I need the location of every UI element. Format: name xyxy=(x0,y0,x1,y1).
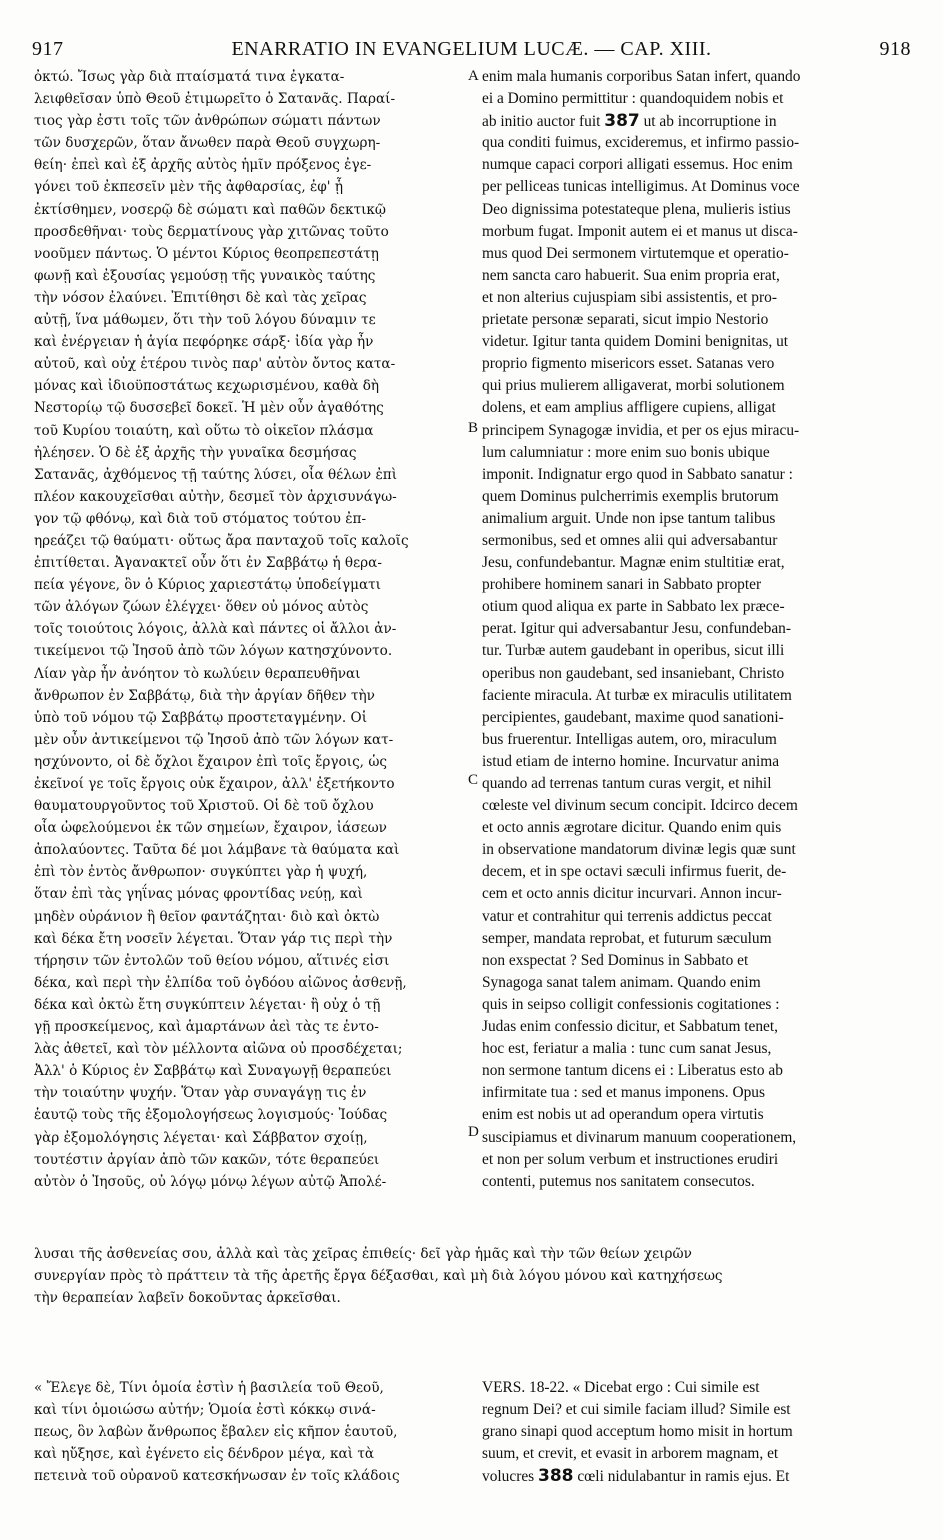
latin-text-line: istud etiam de interno homine. Incurvatur anima xyxy=(482,752,780,770)
greek-text-line: μηδὲν οὐράνιον ἢ θεῖον φαντάζηται· διὸ καὶ ὀκτὼ xyxy=(34,908,380,925)
greek-text-line: ἐπιτίθεται. Ἀγανακτεῖ οὖν ὅτι ἐν Σαββάτῳ ἡ θερα- xyxy=(34,555,382,572)
latin-text-line: dolens, et eam amplius affligere cupiens, alligat xyxy=(482,399,776,417)
latin-text-line: contenti, putemus nos sanitatem consecutos. xyxy=(482,1172,755,1190)
latin-text-line: semper, mandata reprobat, et futurum sæculum xyxy=(482,929,772,947)
greek-text-line: ὑπὸ τοῦ νόμου τῷ Σαββάτῳ προστεταγμένην. Οἱ xyxy=(34,709,368,726)
greek-text-line: προσδεθῆναι· τοὺς δερματίνους γὰρ χιτῶνας τοῦτο xyxy=(34,223,389,240)
greek-text-line: πεία γέγονε, ὃν ὁ Κύριος χαριεστάτῳ ὑποδείγματι xyxy=(34,577,381,594)
margin-letter-a: A xyxy=(468,68,479,84)
greek-text-line: ἀπολαύοντες. Ταῦτα δέ μοι λάμβανε τὰ θαύματα καὶ xyxy=(34,842,400,859)
greek-text-line: μὲν οὖν ἀντικείμενοι τῷ Ἰησοῦ ἀπὸ τῶν λόγων κατ- xyxy=(34,731,394,748)
greek-text-line: Λίαν γὰρ ἦν ἀνόητον τὸ κωλύειν θεραπευθῆναι xyxy=(34,665,361,682)
greek-text-line: ἠλέησεν. Ὁ δὲ ἐξ ἀρχῆς τὴν γυναῖκα δεσμήσας xyxy=(34,444,357,461)
latin-text-line: imponit. Indignatur ergo quod in Sabbato sanatur : xyxy=(482,465,793,483)
latin-text-line: Synagoga sanat talem animam. Quando enim xyxy=(482,973,761,991)
latin-text-line: ab initio auctor fuit 387 ut ab incorruptione in xyxy=(482,111,777,132)
latin-text-line: VERS. 18-22. « Dicebat ergo : Cui simile est xyxy=(482,1379,760,1396)
greek-text-line: τῶν ἀλόγων ζώων ἐλέγχει· ὅθεν οὐ μόνος αὐτὸς xyxy=(34,599,369,616)
latin-text-line: proprio figmento misericors esset. Satanas vero xyxy=(482,355,775,373)
latin-text-line: sermonibus, sed et omnes alii qui adversabantur xyxy=(482,531,778,549)
latin-text-line: faciente miracula. At turbæ ex miraculis utilitatem xyxy=(482,686,792,704)
greek-text-line: τοῦ Κυρίου τοιαύτη, καὶ οὕτω τὸ οἰκεῖον πλάσμα xyxy=(34,422,374,439)
latin-text-line: operibus non gaudebant, sed insaniebant, Christo xyxy=(482,664,785,682)
latin-text-line: per pelliceas tunicas intelligimus. At Dominus voce xyxy=(482,178,800,196)
greek-text-line: γον τῷ φθόνῳ, καὶ διὰ τοῦ στόματος τούτου ἐπ- xyxy=(34,510,367,527)
page-number-right: 918 xyxy=(879,38,911,60)
latin-text-line: hoc est, feriatur a malia : tunc cum sanat Jesus, xyxy=(482,1040,772,1058)
latin-text-line: grano sinapi quod acceptum homo misit in hortum xyxy=(482,1423,793,1441)
full-width-text-line: συνεργίαν πρὸς τὸ πράττειν τὰ τῆς ἀρετῆς ἔργα δέξασθαι, καὶ μὴ διὰ λόγου μόνου καὶ κατηχήσεως xyxy=(34,1268,723,1285)
latin-text-line: non exspectat ? Sed Dominus in Sabbato et xyxy=(482,951,749,969)
greek-text-line: τικείμενοι τῷ Ἰησοῦ ἀπὸ τῶν λόγων κατησχύνοντο. xyxy=(34,643,393,660)
greek-text-line: τήρησιν τῶν ἐντολῶν τοῦ θείου νόμου, αἵτινές εἰσι xyxy=(34,952,390,969)
greek-text-line: γόνει τοῦ ἐκπεσεῖν μὲν τῆς ἀφθαρσίας, ἐφ' ᾗ xyxy=(34,179,343,196)
latin-text-line: qua conditi fuimus, excideremus, et infirmo passio- xyxy=(482,134,800,152)
latin-text-line: animalium arguit. Unde non ipse tantum talibus xyxy=(482,509,776,527)
greek-text-line: νοοῦμεν πάντως. Ὁ μέντοι Κύριος θεοπρεπεστάτῃ xyxy=(34,245,379,262)
margin-letter-c: C xyxy=(468,772,479,788)
latin-text-line: volucres 388 cœli nidulabantur in ramis ejus. Et xyxy=(482,1466,790,1487)
greek-text-line: ὀκτώ. Ἴσως γὰρ διὰ πταίσματά τινα ἐγκατα- xyxy=(34,69,345,85)
greek-text-line: δέκα καὶ ὀκτὼ ἔτη συγκύπτειν λέγεται· ἢ οὐχ ὁ τῇ xyxy=(34,996,381,1013)
latin-text-line: videtur. Igitur tanta quidem Domini benignitas, ut xyxy=(482,333,789,351)
greek-text-line: καὶ δέκα ἔτη νοσεῖν λέγεται. Ὅταν γάρ τις περὶ τὴν xyxy=(34,930,393,947)
greek-text-line: ἐπὶ τὸν ἐντὸς ἄνθρωπον· συγκύπτει γὰρ ἡ ψυχή, xyxy=(34,864,368,881)
greek-text-line: τοῖς τοιούτοις λόγοις, ἀλλὰ καὶ πάντες οἱ ἄλλοι ἀν- xyxy=(34,621,397,638)
latin-text-line: Deo dignissima potestateque plena, mulieris istius xyxy=(482,200,791,218)
latin-text-line: regnum Dei? et cui simile faciam illud? Simile est xyxy=(482,1401,791,1419)
latin-text-line: et non per solum verbum et instructiones erudiri xyxy=(482,1150,779,1168)
latin-text-line: percipientes, gaudebant, maxime quod sanationi- xyxy=(482,708,784,726)
latin-text-line: infirmitate tua : sed et manus imponens. Opus xyxy=(482,1084,765,1102)
greek-text-line: αὐτὸν ὁ Ἰησοῦς, οὐ λόγῳ μόνῳ λέγων αὐτῷ Ἀπολέ- xyxy=(34,1173,387,1190)
greek-text-line: μόνας καὶ ἰδιοϋποστάτως κεχωρισμένου, καθὰ δὴ xyxy=(34,378,380,395)
greek-text-line: ἐκεῖνοί γε τοῖς ἔργοις οὐκ ἔχαιρον, ἀλλ' ἐξετήκοντο xyxy=(34,776,395,792)
greek-text-line: τῶν δυσχερῶν, ὅταν ἄνωθεν παρὰ Θεοῦ συγχωρη- xyxy=(34,135,381,152)
greek-text-line: ἐκτίσθημεν, νοσερῷ δὲ σώματι καὶ παθῶν δεκτικῷ xyxy=(34,201,386,218)
greek-text-line: τὴν τοιαύτην ψυχήν. Ὅταν γὰρ συναγάγῃ τις ἐν xyxy=(34,1085,367,1102)
column-number-marker: 387 xyxy=(604,111,640,132)
greek-text-line: γῇ προσκείμενος, καὶ ἁμαρτάνων ἀεὶ τὰς τε ἐντο- xyxy=(34,1019,379,1036)
page-number-left: 917 xyxy=(32,38,64,60)
greek-text-line: δέκα, καὶ περὶ τὴν ἐλπίδα τοῦ ὀγδόου αἰῶνος ἀσθενῇ, xyxy=(34,974,407,991)
latin-text-line: Judas enim confessio dicitur, et Sabbatum tenet, xyxy=(482,1018,779,1036)
greek-text-line: λειφθεῖσαν ὑπὸ Θεοῦ ἐτιμωρεῖτο ὁ Σατανᾶς. Παραί- xyxy=(34,91,396,108)
column-number-marker: 388 xyxy=(538,1466,574,1487)
greek-text-line: καὶ τίνι ὁμοιώσω αὐτήν; Ὁμοία ἐστὶ κόκκῳ σινά- xyxy=(34,1402,376,1419)
latin-text-line: qui prius mulierem alligaverat, morbi solutionem xyxy=(482,377,785,395)
greek-text-line: θείη· ἐπεὶ καὶ ἐξ ἀρχῆς αὐτὸς ἡμῖν πρόξενος ἐγε- xyxy=(34,157,372,174)
greek-text-line: οἷα ὠφελούμενοι ἐκ τῶν σημείων, ἔχαιρον, ἰάσεων xyxy=(34,820,387,837)
greek-text-line: αὐτῇ, ἵνα μάθωμεν, ὅτι τὴν τοῦ λόγου δύναμιν τε xyxy=(34,312,376,329)
latin-column xyxy=(482,66,914,1193)
latin-text-line: cem et octo annis dicitur incurvari. Annon incur- xyxy=(482,885,782,903)
margin-letter-b: B xyxy=(468,420,479,436)
greek-text-line: πλέον κακουχεῖσθαι αὐτὴν, δεσμεῖ τὸν ἀρχισυνάγω- xyxy=(34,488,397,505)
greek-text-line: Ἀλλ' ὁ Κύριος ἐν Σαββάτῳ καὶ Συναγωγῇ θεραπεύει xyxy=(34,1063,392,1080)
greek-text-line: λὰς ἀθετεῖ, καὶ τὸν μέλλοντα αἰῶνα οὐ προσδέχεται; xyxy=(34,1041,403,1058)
latin-text-line: tur. Turbæ autem gaudebant in operibus, sicut illi xyxy=(482,642,785,660)
latin-text-line: suum, et crevit, et evasit in arborem magnam, et xyxy=(482,1445,779,1463)
latin-text-line: quando ad terrenas tantum curas vergit, et nihil xyxy=(482,775,772,792)
bottom-greek-column xyxy=(34,1377,466,1487)
full-width-continuation xyxy=(34,1243,914,1309)
latin-text-line: nem sancta caro habuerit. Sua enim propria erat, xyxy=(482,266,780,284)
full-width-text-line: λυσαι τῆς ἀσθενείας σου, ἀλλὰ καὶ τὰς χεῖρας ἐπιθείς· δεῖ γὰρ ἡμᾶς καὶ τὴν τῶν θείων χειρῶν xyxy=(34,1246,692,1262)
running-title: ENARRATIO IN EVANGELIUM LUCÆ. — CAP. XIII. xyxy=(231,38,712,60)
greek-text-line: τουτέστιν ἀργίαν ἀπὸ τῶν κακῶν, τότε θεραπεύει xyxy=(34,1151,380,1168)
latin-text-line: quis in seipso colligit confessionis cogitationes : xyxy=(482,995,780,1013)
latin-text-line: bus fruerentur. Intelligas autem, oro, miraculum xyxy=(482,730,777,748)
latin-text-line: cœleste vel divinum secum concipit. Idcirco decem xyxy=(482,797,798,815)
latin-text-line: quem Dominus pulcherrimis exemplis brutorum xyxy=(482,487,779,505)
latin-text-line: et non alterius cujuspiam sibi assistentis, et pro- xyxy=(482,288,777,306)
latin-text-line: lum calumniatur : more enim suo bonis ubique xyxy=(482,443,770,461)
latin-text-line: otium quod aliqua ex parte in Sabbato lex præce- xyxy=(482,598,785,616)
greek-text-line: γὰρ ἐξομολόγησις λέγεται· καὶ Σάββατον σχοίῃ, xyxy=(34,1129,368,1146)
greek-text-line: ἑαυτῷ τοὺς τῆς ἐξομολογήσεως λογισμούς· Ἰούδας xyxy=(34,1107,388,1124)
margin-letter-d: D xyxy=(468,1124,479,1140)
greek-text-line: ησχύνοντο, οἱ δὲ ὄχλοι ἔχαιρον ἐπὶ τοῖς ἔργοις, ὡς xyxy=(34,753,388,770)
latin-text-line: morbum fugat. Imponit autem ei et manus ut disca- xyxy=(482,222,798,240)
greek-text-line: θαυματουργοῦντος τοῦ Χριστοῦ. Οἱ δὲ τοῦ ὄχλου xyxy=(34,798,374,815)
latin-text-line: non sermone tantum dicens ei : Liberatus esto ab xyxy=(482,1062,783,1080)
greek-text-line: πετεινὰ τοῦ οὐρανοῦ κατεσκήνωσαν ἐν τοῖς κλάδοις xyxy=(34,1468,400,1485)
full-width-text-line: τὴν θεραπείαν λαβεῖν δοκοῦντας ἀρκεῖσθαι. xyxy=(34,1290,341,1307)
greek-text-line: φωνῇ καὶ ἐξουσίας γεμούσῃ τῆς γυναικὸς ταύτης xyxy=(34,267,376,284)
greek-text-line: καὶ ἐνέργειαν ἡ ἁγία πεφόρηκε σάρξ· ἰδία γὰρ ἦν xyxy=(34,334,374,351)
greek-text-line: ὅταν ἐπὶ τὰς γηΐνας μόνας φροντίδας νεύῃ, καὶ xyxy=(34,886,363,903)
latin-text-line: perat. Igitur qui adversabantur Jesu, confundeban- xyxy=(482,620,791,638)
greek-text-line: Σατανᾶς, ἀχθόμενος τῇ ταύτης λύσει, οἷα θέλων ἐπὶ xyxy=(34,466,398,483)
latin-text-line: Jesu, confundebantur. Magnæ enim stultitiæ erat, xyxy=(482,554,785,572)
latin-text-line: enim est nobis ut ad operandum opera virtutis xyxy=(482,1106,764,1124)
latin-text-line: ei a Domino permittitur : quandoquidem nobis et xyxy=(482,90,784,108)
latin-text-line: enim mala humanis corporibus Satan infert, quando xyxy=(482,68,801,85)
latin-text-line: suscipiamus et divinarum manuum cooperationem, xyxy=(482,1128,797,1146)
latin-text-line: vatur et contrahitur qui terrenis addictus peccat xyxy=(482,907,772,925)
latin-text-line: in observatione mandatorum divinæ legis quæ sunt xyxy=(482,841,796,859)
greek-text-line: τὴν νόσον ἐλαύνει. Ἐπιτίθησι δὲ καὶ τὰς χεῖρας xyxy=(34,289,367,306)
latin-text-line: decem, et in spe octavi sæculi infirmus fuerit, de- xyxy=(482,863,787,881)
greek-column xyxy=(34,66,466,1193)
greek-text-line: Νεστορίῳ τῷ δυσσεβεῖ δοκεῖ. Ἡ μὲν οὖν ἀγαθότης xyxy=(34,400,384,417)
greek-text-line: καὶ ηὔξησε, καὶ ἐγένετο εἰς δένδρον μέγα, καὶ τὰ xyxy=(34,1446,375,1463)
greek-text-line: ηρεάζει τῷ θαύματι· οὕτως ἄρα πανταχοῦ τοῖς καλοῖς xyxy=(34,532,409,549)
latin-text-line: numque capaci corpori alligati essemus. Hoc enim xyxy=(482,156,793,174)
greek-text-line: ἄνθρωπον ἐν Σαββάτῳ, διὰ τὴν ἀργίαν δῆθεν τὴν xyxy=(34,687,375,704)
latin-text-line: mus quod Dei sermonem virtutemque et operatio- xyxy=(482,244,789,262)
latin-text-line: prietate personæ separati, sicut impio Nestorio xyxy=(482,311,769,329)
latin-text-line: et octo annis ægrotare dicitur. Quando enim quis xyxy=(482,819,782,837)
latin-text-line: principem Synagogæ invidia, et per os ejus miracu- xyxy=(482,421,800,439)
greek-text-line: αὐτοῦ, καὶ οὐχ ἑτέρου τινὸς παρ' αὐτὸν ὄντος κατα- xyxy=(34,356,396,373)
greek-text-line: τιος γὰρ ἐστι τοῖς τῶν ἀνθρώπων σώματι πάντων xyxy=(34,113,381,130)
latin-text-line: prohibere hominem sanari in Sabbato propter xyxy=(482,576,762,594)
bottom-latin-column xyxy=(482,1377,914,1487)
greek-text-line: πεως, ὃν λαβὼν ἄνθρωπος ἔβαλεν εἰς κῆπον ἑαυτοῦ, xyxy=(34,1424,398,1441)
page-header xyxy=(32,38,911,62)
greek-text-line: « Ἔλεγε δὲ, Τίνι ὁμοία ἐστὶν ἡ βασιλεία τοῦ Θεοῦ, xyxy=(34,1380,384,1396)
